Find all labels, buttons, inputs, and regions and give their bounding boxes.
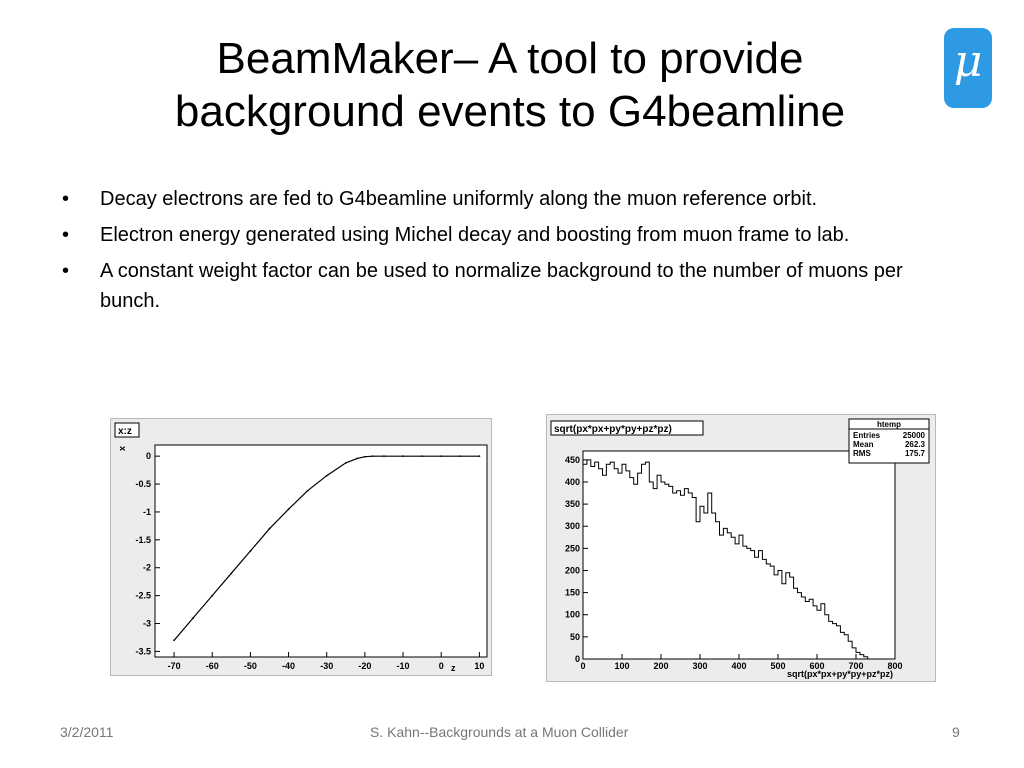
y-tick-label: 0 xyxy=(145,451,151,462)
y-tick-label: -1 xyxy=(142,506,151,517)
bullet-text-2: Electron energy generated using Michel decay and boosting from muon frame to lab. xyxy=(100,224,850,246)
x-tick-label: -50 xyxy=(243,661,257,671)
bullet-item-1 xyxy=(58,184,958,214)
data-point xyxy=(356,457,358,459)
y-tick-label: 150 xyxy=(564,587,580,598)
x-tick-label: 0 xyxy=(438,661,444,671)
xz-plot xyxy=(110,418,492,676)
stats-title: htemp xyxy=(877,420,901,429)
data-point xyxy=(192,617,194,619)
x-tick-label: -30 xyxy=(320,661,334,671)
data-point xyxy=(307,490,309,492)
y-tick-label: 100 xyxy=(564,609,580,620)
x-tick-label: -60 xyxy=(205,661,219,671)
data-point xyxy=(459,455,461,457)
x-tick-label: 500 xyxy=(770,661,786,671)
data-point xyxy=(383,455,385,457)
y-tick-label: -3.5 xyxy=(135,646,151,657)
x-tick-label: 100 xyxy=(614,661,630,671)
y-tick-label: 350 xyxy=(564,499,580,510)
plot-frame xyxy=(155,445,487,657)
data-point xyxy=(402,455,404,457)
mu-logo-icon xyxy=(944,28,992,108)
y-tick-label: -1.5 xyxy=(135,534,151,545)
y-tick-label: 250 xyxy=(564,543,580,554)
stats-label: Entries xyxy=(853,431,881,440)
x-tick-label: 600 xyxy=(809,661,825,671)
data-point xyxy=(230,572,232,574)
data-point xyxy=(211,595,213,597)
slide-title xyxy=(60,32,960,138)
data-point xyxy=(288,508,290,510)
footer-center: S. Kahn--Backgrounds at a Muon Collider xyxy=(370,724,629,740)
footer-date: 3/2/2011 xyxy=(60,724,114,740)
data-point xyxy=(440,455,442,457)
y-tick-label: 400 xyxy=(564,476,580,487)
x-tick-label: 0 xyxy=(580,661,586,671)
bullet-text-1: Decay electrons are fed to G4beamline uniformly along the muon reference orbit. xyxy=(100,188,818,210)
footer-page-number: 9 xyxy=(952,724,960,740)
stats-label: Mean xyxy=(853,440,874,449)
x-tick-label: 200 xyxy=(653,661,669,671)
stats-value: 25000 xyxy=(902,431,925,440)
x-tick-label: -10 xyxy=(396,661,410,671)
data-point xyxy=(478,455,480,457)
title-line-2: background events to G4beamline xyxy=(174,87,846,136)
bullet-dot-icon: • xyxy=(62,260,70,282)
y-axis-label: x xyxy=(117,445,127,451)
x-tick-label: 400 xyxy=(731,661,747,671)
data-point xyxy=(372,455,374,457)
y-tick-label: -0.5 xyxy=(135,479,151,490)
plot-title: sqrt(px*px+py*py+pz*pz) xyxy=(554,424,672,435)
xz-plot-canvas xyxy=(111,419,491,675)
stats-label: RMS xyxy=(853,449,871,458)
x-tick-label: -40 xyxy=(282,661,296,671)
x-axis-label: sqrt(px*px+py*py+pz*pz) xyxy=(786,669,893,679)
x-tick-label: -70 xyxy=(167,661,181,671)
bullet-item-3 xyxy=(58,256,958,316)
x-tick-label: 800 xyxy=(887,661,903,671)
y-tick-label: -2 xyxy=(142,562,151,573)
y-tick-label: -3 xyxy=(142,618,151,629)
y-tick-label: 50 xyxy=(569,631,580,642)
x-tick-label: 300 xyxy=(692,661,708,671)
data-point xyxy=(326,475,328,477)
stats-value: 175.7 xyxy=(904,449,925,458)
y-tick-label: -2.5 xyxy=(135,590,151,601)
stats-value: 262.3 xyxy=(904,440,925,449)
data-point xyxy=(269,528,271,530)
x-tick-label: -20 xyxy=(358,661,372,671)
y-tick-label: 450 xyxy=(564,454,580,465)
bullet-dot-icon: • xyxy=(62,188,70,210)
data-point xyxy=(250,550,252,552)
y-tick-label: 0 xyxy=(574,654,580,664)
y-tick-label: 200 xyxy=(564,565,580,576)
bullet-item-2 xyxy=(58,220,958,250)
y-tick-label: 300 xyxy=(564,521,580,532)
x-tick-label: 700 xyxy=(848,661,864,671)
title-line-1: BeamMaker– A tool to provide xyxy=(216,34,804,83)
momentum-histogram xyxy=(546,414,936,682)
data-point xyxy=(421,455,423,457)
bullet-text-3: A constant weight factor can be used to normalize background to the number of muons per bunch. xyxy=(100,260,903,312)
plot-title: x:z xyxy=(118,426,132,437)
bullet-dot-icon: • xyxy=(62,224,70,246)
bullet-list xyxy=(58,184,958,322)
data-point xyxy=(364,456,366,458)
data-point xyxy=(173,639,175,641)
momentum-histogram-canvas xyxy=(547,415,935,681)
x-tick-label: 10 xyxy=(474,661,485,671)
data-point xyxy=(345,462,347,464)
logo-symbol: μ xyxy=(953,36,983,87)
plot-frame xyxy=(583,451,895,659)
x-axis-label: z xyxy=(451,663,456,673)
